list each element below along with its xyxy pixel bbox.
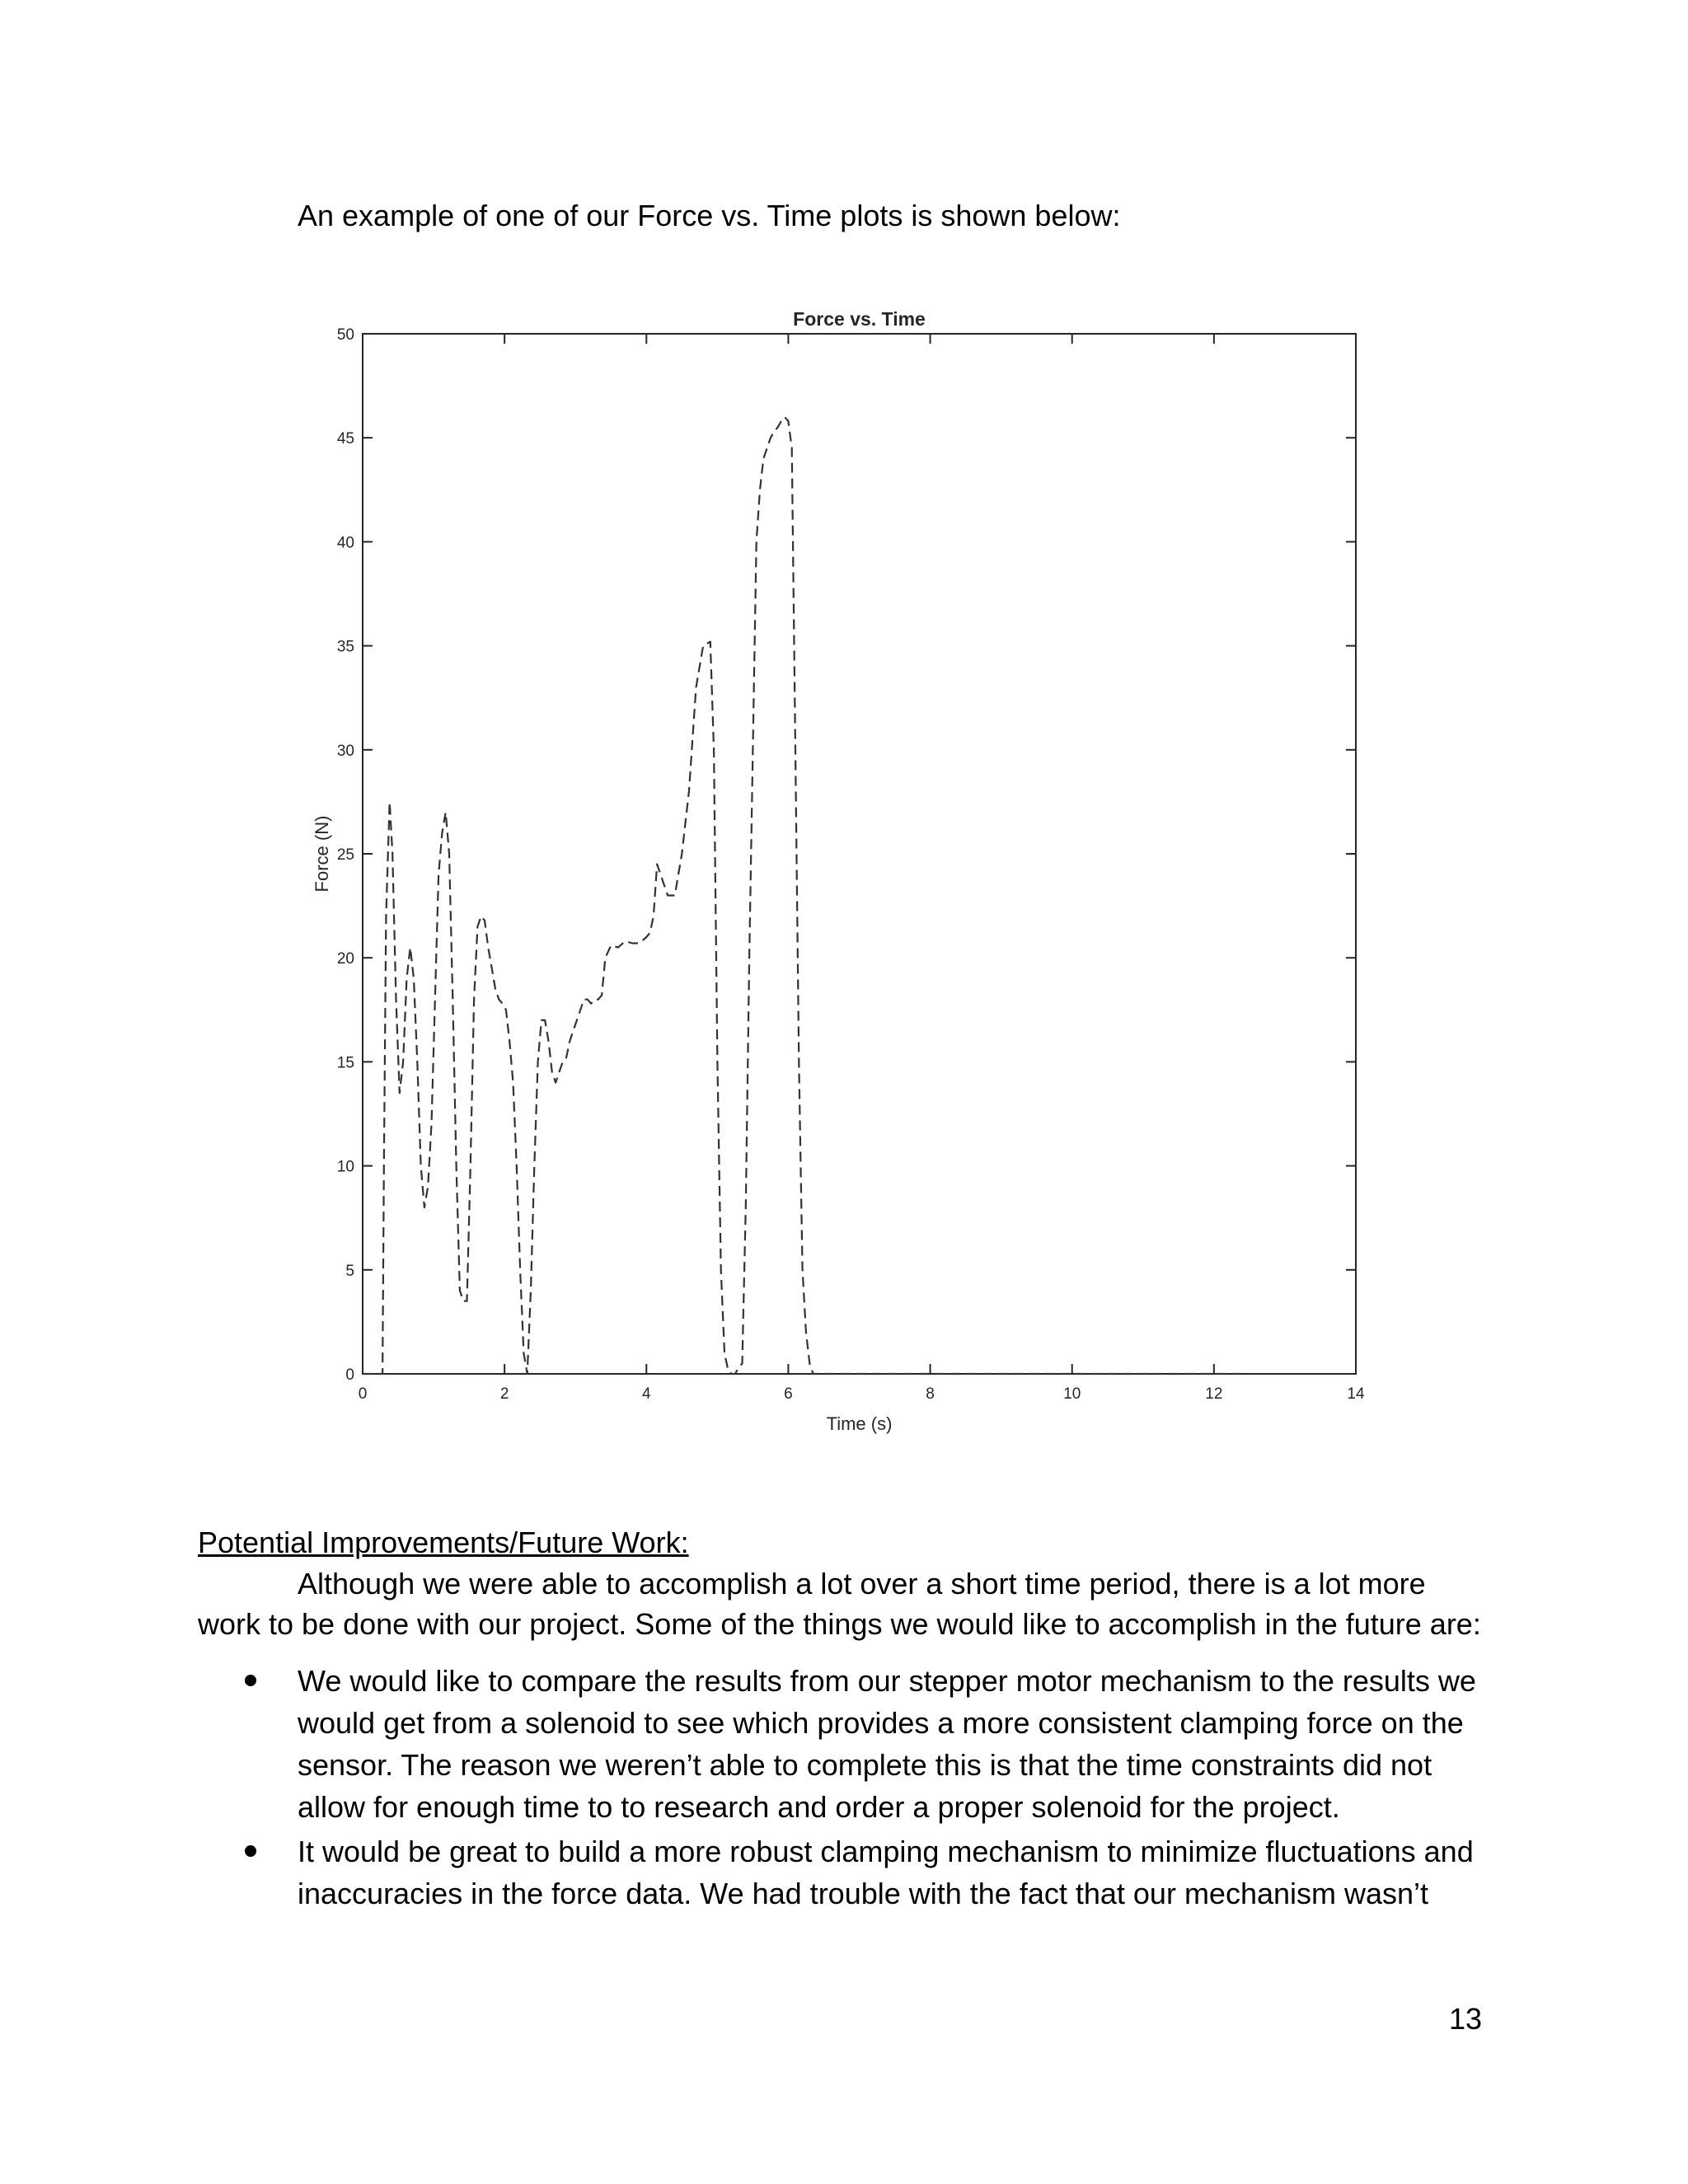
y-axis-label: Force (N) — [312, 815, 332, 893]
section-paragraph: Although we were able to accomplish a lot over a short time period, there is a lot more work to be done with our project. Some of the things we would like to accomplish in the future are: — [198, 1567, 1481, 1641]
x-tick-label: 14 — [1347, 1385, 1365, 1403]
future-work-list — [198, 1660, 1484, 1917]
x-tick-label: 8 — [926, 1385, 935, 1403]
y-tick-label: 0 — [345, 1366, 354, 1384]
x-tick-label: 2 — [499, 1385, 509, 1403]
force-vs-time-chart — [297, 293, 1393, 1463]
y-tick-label: 15 — [336, 1054, 354, 1072]
list-item-text: It would be great to build a more robust clamping mechanism to minimize fluctuations and inaccuracies in the force data. We had trouble with the fact that our mechanism wasn’t — [298, 1835, 1474, 1910]
y-tick-label: 35 — [336, 638, 354, 656]
list-item-text: We would like to compare the results from our stepper motor mechanism to the results we would get from a solenoid to see which provides a more consistent clamping force on the sensor. The reason we weren’t able to complete this is that the time constraints did not allow for enough time to to research and order a proper solenoid for the project. — [298, 1664, 1476, 1824]
y-tick-label: 50 — [336, 326, 354, 344]
chart-title: Force vs. Time — [793, 308, 926, 330]
y-tick-label: 30 — [336, 742, 354, 760]
y-tick-label: 10 — [336, 1158, 354, 1176]
y-tick-label: 5 — [345, 1262, 354, 1280]
plot-axes-box — [363, 334, 1356, 1374]
y-tick-label: 25 — [336, 846, 354, 864]
bullet-icon — [245, 1845, 256, 1857]
x-tick-label: 4 — [641, 1385, 651, 1403]
list-item — [198, 1830, 1484, 1915]
page-number: 13 — [1448, 2002, 1482, 2036]
x-tick-label: 12 — [1205, 1385, 1223, 1403]
y-tick-label: 45 — [336, 430, 354, 448]
section-heading: Potential Improvements/Future Work: — [198, 1526, 689, 1559]
x-tick-label: 0 — [358, 1385, 368, 1403]
intro-text: An example of one of our Force vs. Time plots is shown below: — [298, 199, 1121, 232]
x-tick-label: 10 — [1063, 1385, 1081, 1403]
y-tick-label: 40 — [336, 534, 354, 552]
force-vs-time-figure — [297, 293, 1393, 1463]
x-axis-label: Time (s) — [826, 1413, 893, 1434]
list-item — [198, 1660, 1484, 1828]
series-line-0 — [363, 417, 1250, 1374]
y-tick-label: 20 — [336, 950, 354, 968]
x-tick-label: 6 — [784, 1385, 793, 1403]
bullet-icon — [245, 1675, 256, 1686]
